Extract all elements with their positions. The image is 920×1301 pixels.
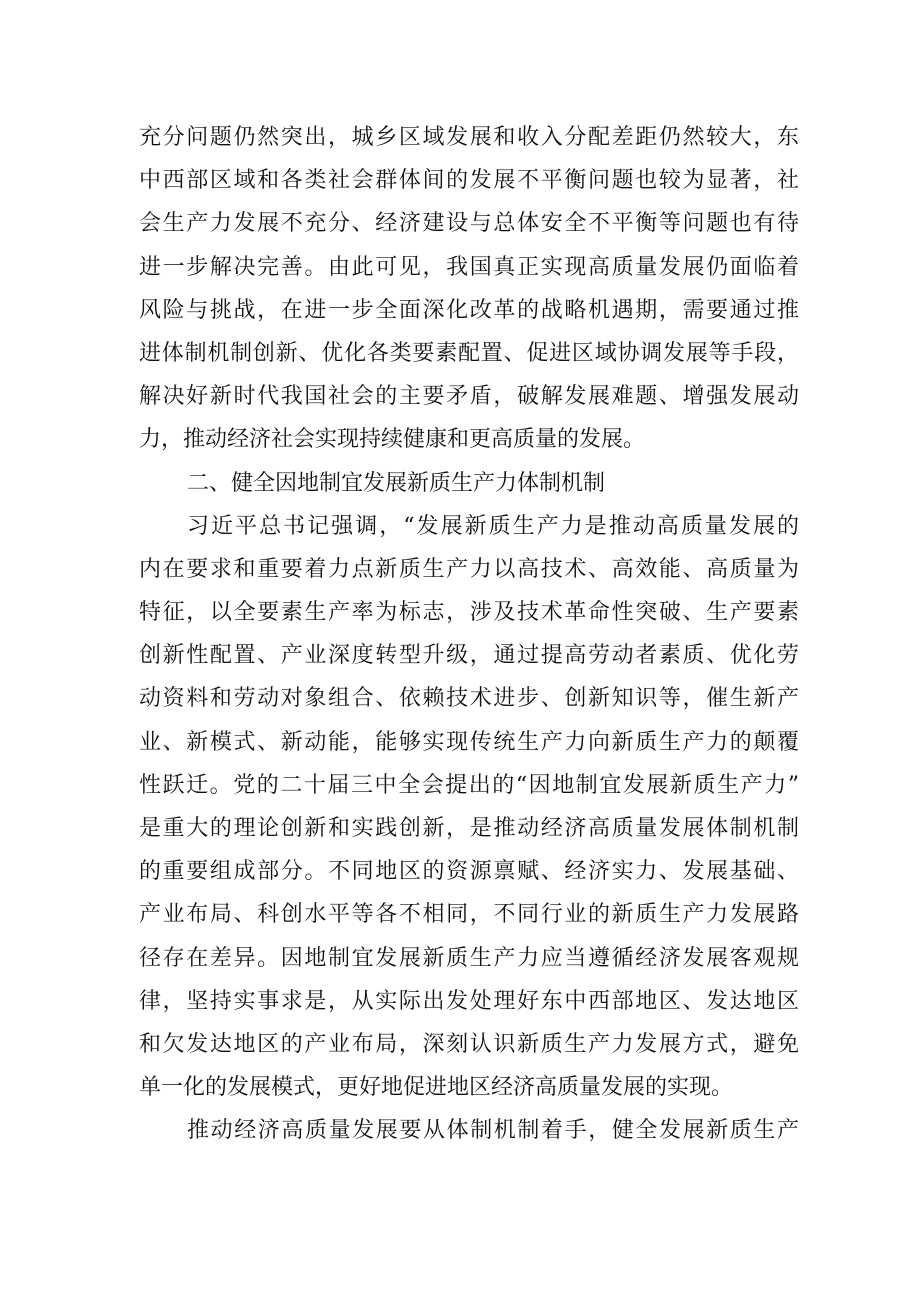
- text-line: 进体制机制创新、优化各类要素配置、促进区域协调发展等手段，: [139, 340, 799, 366]
- text-line: 习近平总书记强调，“发展新质生产力是推动高质量发展的: [187, 513, 799, 539]
- text-line: 单一化的发展模式，更好地促进地区经济高质量发展的实现。: [139, 1075, 734, 1101]
- text-line: 中西部区域和各类社会群体间的发展不平衡问题也较为显著，社: [139, 168, 799, 194]
- text-line: 和欠发达地区的产业布局，深刻认识新质生产力发展方式，避免: [139, 1031, 799, 1057]
- text-line: 产业布局、科创水平等各不相同，不同行业的新质生产力发展路: [139, 902, 799, 928]
- text-line: 充分问题仍然突出，城乡区域发展和收入分配差距仍然较大，东: [139, 125, 799, 150]
- text-line: 进一步解决完善。由此可见，我国真正实现高质量发展仍面临着: [139, 254, 799, 280]
- text-line: 特征，以全要素生产率为标志，涉及技术革命性突破、生产要素: [139, 600, 799, 626]
- text-line: 风险与挑战，在进一步全面深化改革的战略机遇期，需要通过推: [139, 297, 799, 323]
- text-line: 动资料和劳动对象组合、依赖技术进步、创新知识等，催生新产: [139, 686, 799, 712]
- body-text: [139, 116, 799, 1153]
- text-line: 律，坚持实事求是，从实际出发处理好东中西部地区、发达地区: [139, 988, 799, 1014]
- text-line: 推动经济高质量发展要从体制机制着手，健全发展新质生产: [187, 1118, 799, 1144]
- text-line: 业、新模式、新动能，能够实现传统生产力向新质生产力的颠覆: [139, 729, 799, 755]
- text-line: 内在要求和重要着力点新质生产力以高技术、高效能、高质量为: [139, 556, 799, 582]
- text-line: 的重要组成部分。不同地区的资源禀赋、经济实力、发展基础、: [139, 859, 799, 885]
- text-line: 是重大的理论创新和实践创新，是推动经济高质量发展体制机制: [139, 816, 799, 841]
- text-line: 会生产力发展不充分、经济建设与总体安全不平衡等问题也有待: [139, 211, 799, 237]
- section-heading: 二、健全因地制宜发展新质生产力体制机制: [187, 470, 606, 496]
- text-line: 力，推动经济社会实现持续健康和更高质量的发展。: [139, 427, 646, 453]
- text-line: 解决好新时代我国社会的主要矛盾，破解发展难题、增强发展动: [139, 384, 799, 410]
- text-line: 创新性配置、产业深度转型升级，通过提高劳动者素质、优化劳: [139, 643, 799, 669]
- text-line: 径存在差异。因地制宜发展新质生产力应当遵循经济发展客观规: [139, 945, 799, 971]
- text-line: 性跃迁。党的二十届三中全会提出的“因地制宜发展新质生产力”: [139, 772, 799, 798]
